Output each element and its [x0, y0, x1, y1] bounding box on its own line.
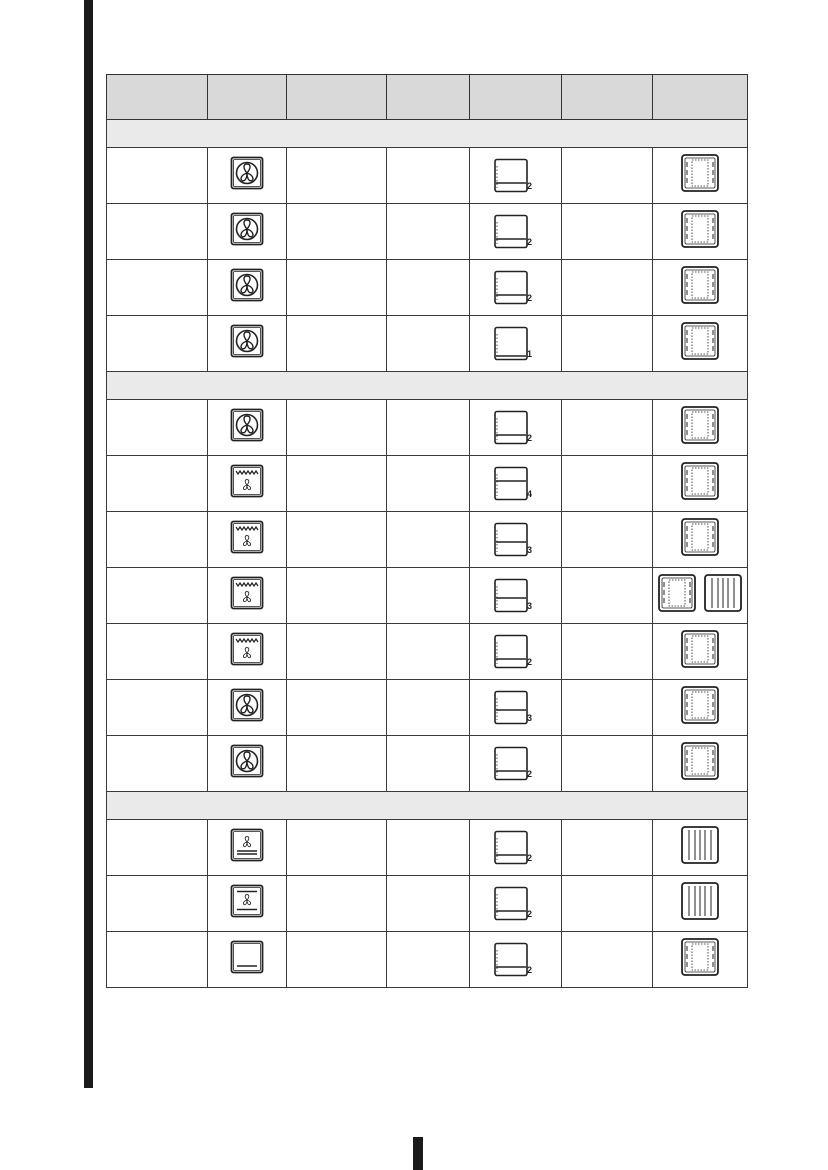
shelf-level: 2 [526, 656, 532, 667]
shelf-level: 3 [526, 544, 532, 555]
section-header-row [107, 372, 748, 400]
food-cell [107, 624, 208, 680]
shelf-cell [470, 204, 562, 260]
table-row [107, 876, 748, 932]
preheat-cell [387, 456, 470, 512]
time-cell [562, 568, 653, 624]
header-cell [387, 75, 470, 120]
fan-icon [230, 212, 264, 251]
header-cell [107, 75, 208, 120]
fan-icon [230, 324, 264, 363]
shelf-cell [470, 148, 562, 204]
shelf-level: 1 [526, 348, 532, 359]
temperature-cell [287, 316, 387, 372]
food-cell [107, 204, 208, 260]
accessory-cell [653, 680, 748, 736]
header-cell [470, 75, 562, 120]
rack-icon [703, 573, 743, 618]
time-cell [562, 932, 653, 988]
preheat-cell [387, 148, 470, 204]
shelf-level: 2 [526, 852, 532, 863]
fan-top-bottom-heat-icon [230, 884, 264, 923]
table-body [107, 120, 748, 988]
accessory-cell [653, 624, 748, 680]
mode-cell [208, 316, 287, 372]
mode-cell [208, 680, 287, 736]
accessory-cell [653, 820, 748, 876]
accessory-cell [653, 316, 748, 372]
shelf-level: 2 [526, 236, 532, 247]
accessory-cell [653, 568, 748, 624]
table-row [107, 680, 748, 736]
shelf-level: 2 [526, 180, 532, 191]
tray-icon [680, 629, 720, 674]
shelf-cell [470, 400, 562, 456]
table-row [107, 736, 748, 792]
time-cell [562, 456, 653, 512]
table-row [107, 204, 748, 260]
preheat-cell [387, 512, 470, 568]
fan-grill-icon [230, 464, 264, 503]
fan-icon [230, 744, 264, 783]
accessory-cell [653, 736, 748, 792]
mode-cell [208, 400, 287, 456]
shelf-cell [470, 624, 562, 680]
fan-icon [230, 268, 264, 307]
mode-cell [208, 260, 287, 316]
shelf-level: 3 [526, 712, 532, 723]
table-row [107, 568, 748, 624]
accessory-cell [653, 932, 748, 988]
accessory-cell [653, 260, 748, 316]
mode-cell [208, 932, 287, 988]
temperature-cell [287, 400, 387, 456]
section-header-row [107, 120, 748, 148]
shelf-cell [470, 568, 562, 624]
shelf-cell [470, 456, 562, 512]
conventional-icon [230, 940, 264, 979]
shelf-cell [470, 876, 562, 932]
time-cell [562, 204, 653, 260]
fan-grill-icon [230, 632, 264, 671]
section-title [107, 372, 748, 400]
food-cell [107, 932, 208, 988]
temperature-cell [287, 148, 387, 204]
temperature-cell [287, 456, 387, 512]
accessory-cell [653, 876, 748, 932]
temperature-cell [287, 204, 387, 260]
mode-cell [208, 876, 287, 932]
food-cell [107, 456, 208, 512]
page-margin-bar [84, 0, 93, 1088]
shelf-level: 2 [526, 432, 532, 443]
header-cell [562, 75, 653, 120]
preheat-cell [387, 932, 470, 988]
accessory-cell [653, 512, 748, 568]
time-cell [562, 736, 653, 792]
table-row [107, 400, 748, 456]
shelf-level: 2 [526, 908, 532, 919]
temperature-cell [287, 512, 387, 568]
time-cell [562, 876, 653, 932]
shelf-level: 2 [526, 964, 532, 975]
accessory-cell [653, 148, 748, 204]
header-cell [208, 75, 287, 120]
temperature-cell [287, 932, 387, 988]
food-cell [107, 148, 208, 204]
shelf-cell [470, 512, 562, 568]
food-cell [107, 568, 208, 624]
preheat-cell [387, 316, 470, 372]
shelf-level: 4 [526, 488, 532, 499]
fan-grill-icon [230, 520, 264, 559]
mode-cell [208, 736, 287, 792]
section-header-row [107, 792, 748, 820]
mode-cell [208, 568, 287, 624]
table-row [107, 512, 748, 568]
time-cell [562, 512, 653, 568]
rack-icon [680, 881, 720, 926]
temperature-cell [287, 624, 387, 680]
table-row [107, 624, 748, 680]
mode-cell [208, 624, 287, 680]
preheat-cell [387, 260, 470, 316]
preheat-cell [387, 680, 470, 736]
tray-icon [680, 209, 720, 254]
header-row [107, 75, 748, 120]
mode-cell [208, 456, 287, 512]
preheat-cell [387, 204, 470, 260]
preheat-cell [387, 876, 470, 932]
shelf-cell [470, 736, 562, 792]
food-cell [107, 316, 208, 372]
table-row [107, 260, 748, 316]
shelf-level: 3 [526, 600, 532, 611]
section-title [107, 792, 748, 820]
fan-grill-icon [230, 576, 264, 615]
section-title [107, 120, 748, 148]
preheat-cell [387, 820, 470, 876]
preheat-cell [387, 624, 470, 680]
mode-cell [208, 512, 287, 568]
food-cell [107, 820, 208, 876]
shelf-cell [470, 932, 562, 988]
food-cell [107, 680, 208, 736]
temperature-cell [287, 680, 387, 736]
temperature-cell [287, 260, 387, 316]
food-cell [107, 736, 208, 792]
tray-icon [680, 937, 720, 982]
shelf-cell [470, 260, 562, 316]
page-marker [413, 1137, 423, 1170]
accessory-cell [653, 204, 748, 260]
time-cell [562, 400, 653, 456]
time-cell [562, 624, 653, 680]
cooking-table [106, 74, 748, 988]
food-cell [107, 876, 208, 932]
header-cell [287, 75, 387, 120]
fan-icon [230, 156, 264, 195]
preheat-cell [387, 400, 470, 456]
time-cell [562, 148, 653, 204]
fan-bottom-heat-icon [230, 828, 264, 867]
time-cell [562, 820, 653, 876]
temperature-cell [287, 876, 387, 932]
table-row [107, 932, 748, 988]
preheat-cell [387, 736, 470, 792]
table-row [107, 820, 748, 876]
temperature-cell [287, 568, 387, 624]
food-cell [107, 400, 208, 456]
tray-icon [657, 573, 697, 618]
rack-icon [680, 825, 720, 870]
shelf-cell [470, 680, 562, 736]
time-cell [562, 260, 653, 316]
tray-icon [680, 461, 720, 506]
food-cell [107, 260, 208, 316]
tray-icon [680, 321, 720, 366]
table-row [107, 456, 748, 512]
table-row [107, 148, 748, 204]
tray-icon [680, 685, 720, 730]
tray-icon [680, 153, 720, 198]
mode-cell [208, 148, 287, 204]
shelf-cell [470, 316, 562, 372]
food-cell [107, 512, 208, 568]
temperature-cell [287, 820, 387, 876]
preheat-cell [387, 568, 470, 624]
accessory-cell [653, 400, 748, 456]
tray-icon [680, 741, 720, 786]
tray-icon [680, 517, 720, 562]
mode-cell [208, 204, 287, 260]
temperature-cell [287, 736, 387, 792]
tray-icon [680, 405, 720, 450]
tray-icon [680, 265, 720, 310]
time-cell [562, 680, 653, 736]
shelf-cell [470, 820, 562, 876]
accessory-cell [653, 456, 748, 512]
time-cell [562, 316, 653, 372]
shelf-level: 2 [526, 768, 532, 779]
mode-cell [208, 820, 287, 876]
shelf-level: 2 [526, 292, 532, 303]
fan-icon [230, 408, 264, 447]
header-cell [653, 75, 748, 120]
fan-icon [230, 688, 264, 727]
table-row [107, 316, 748, 372]
